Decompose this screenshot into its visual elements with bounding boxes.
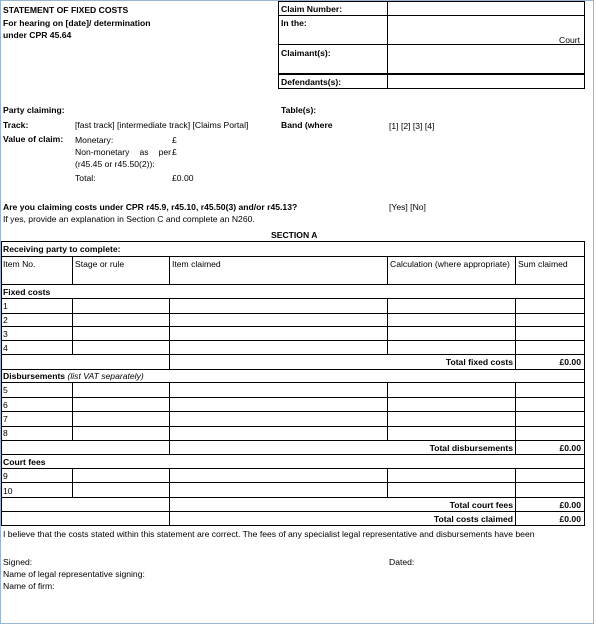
disbursements-note: (list VAT separately)	[67, 371, 144, 381]
dated-label: Dated:	[389, 557, 415, 567]
court-name-field[interactable]	[389, 16, 583, 43]
disbursements-heading: Disbursements	[3, 371, 66, 381]
defendants-label: Defendants(s):	[281, 77, 342, 87]
monetary-label: Monetary:	[75, 135, 114, 145]
firm-name-label: Name of firm:	[3, 581, 55, 591]
signed-label: Signed:	[3, 557, 33, 567]
table-row[interactable]: 4	[3, 343, 8, 353]
in-the-label: In the:	[281, 18, 307, 28]
total-costs-claimed-label: Total costs claimed	[433, 514, 513, 524]
total-costs-claimed-value: £0.00	[559, 514, 581, 524]
form-title: STATEMENT OF FIXED COSTS	[3, 5, 129, 15]
band-label: Band (where	[281, 120, 333, 130]
band-options[interactable]: [1] [2] [3] [4]	[389, 121, 435, 131]
claimants-field[interactable]	[389, 45, 583, 72]
table-row[interactable]: 5	[3, 385, 8, 395]
monetary-value[interactable]: £	[172, 135, 177, 145]
table-row[interactable]: 9	[3, 471, 8, 481]
court-label: Court	[559, 35, 581, 45]
exceptional-costs-question: Are you claiming costs under CPR r45.9, r45.10, r45.50(3) and/or r45.13?	[3, 202, 298, 212]
non-monetary-value[interactable]: £	[172, 147, 177, 157]
total-fixed-costs-label: Total fixed costs	[445, 357, 513, 367]
total-fixed-costs-value: £0.00	[559, 357, 581, 367]
col-item-claimed: Item claimed	[172, 259, 221, 269]
court-fees-heading: Court fees	[3, 457, 46, 467]
table-row[interactable]: 2	[3, 315, 8, 325]
exceptional-costs-note: If yes, provide an explanation in Section C and complete an N260.	[3, 214, 255, 224]
total-court-fees-value: £0.00	[559, 500, 581, 510]
table-row[interactable]: 8	[3, 428, 8, 438]
track-options[interactable]: [fast track] [intermediate track] [Claims Portal]	[75, 120, 249, 130]
fixed-costs-heading: Fixed costs	[3, 287, 51, 297]
col-sum-claimed: Sum claimed	[518, 259, 568, 269]
receiving-party-label: Receiving party to complete:	[3, 244, 121, 254]
table-row[interactable]: 3	[3, 329, 8, 339]
total-value-label: Total:	[75, 173, 96, 183]
non-monetary-label: Non-monetary as per (r45.45 or r45.50(2)):	[75, 147, 171, 169]
total-value: £0.00	[172, 173, 194, 183]
claim-number-field[interactable]	[389, 2, 583, 14]
total-court-fees-label: Total court fees	[449, 500, 513, 510]
tables-label: Table(s):	[281, 105, 317, 115]
form-subtitle: For hearing on [date]/ determination under CPR 45.64	[3, 18, 151, 40]
claimants-label: Claimant(s):	[281, 48, 331, 58]
table-row[interactable]: 10	[3, 486, 13, 496]
legal-representative-label: Name of legal representative signing:	[3, 569, 145, 579]
section-a-title: SECTION A	[271, 230, 318, 240]
value-of-claim-label: Value of claim:	[3, 134, 64, 144]
party-claiming-label: Party claiming:	[3, 105, 65, 115]
track-label: Track:	[3, 120, 29, 130]
col-item-no: Item No.	[3, 259, 36, 269]
table-row[interactable]: 6	[3, 400, 8, 410]
col-calculation: Calculation (where appropriate)	[390, 259, 510, 269]
certification-statement: I believe that the costs stated within this statement are correct. The fees of any specialist legal representative and disbursements have been	[3, 529, 535, 539]
table-row[interactable]: 7	[3, 414, 8, 424]
defendants-field[interactable]	[389, 74, 583, 88]
total-disbursements-label: Total disbursements	[429, 443, 513, 453]
yes-no-options[interactable]: [Yes] [No]	[389, 202, 426, 212]
claim-number-label: Claim Number:	[281, 4, 343, 14]
total-disbursements-value: £0.00	[559, 443, 581, 453]
table-row[interactable]: 1	[3, 301, 8, 311]
col-stage-or-rule: Stage or rule	[75, 259, 125, 269]
